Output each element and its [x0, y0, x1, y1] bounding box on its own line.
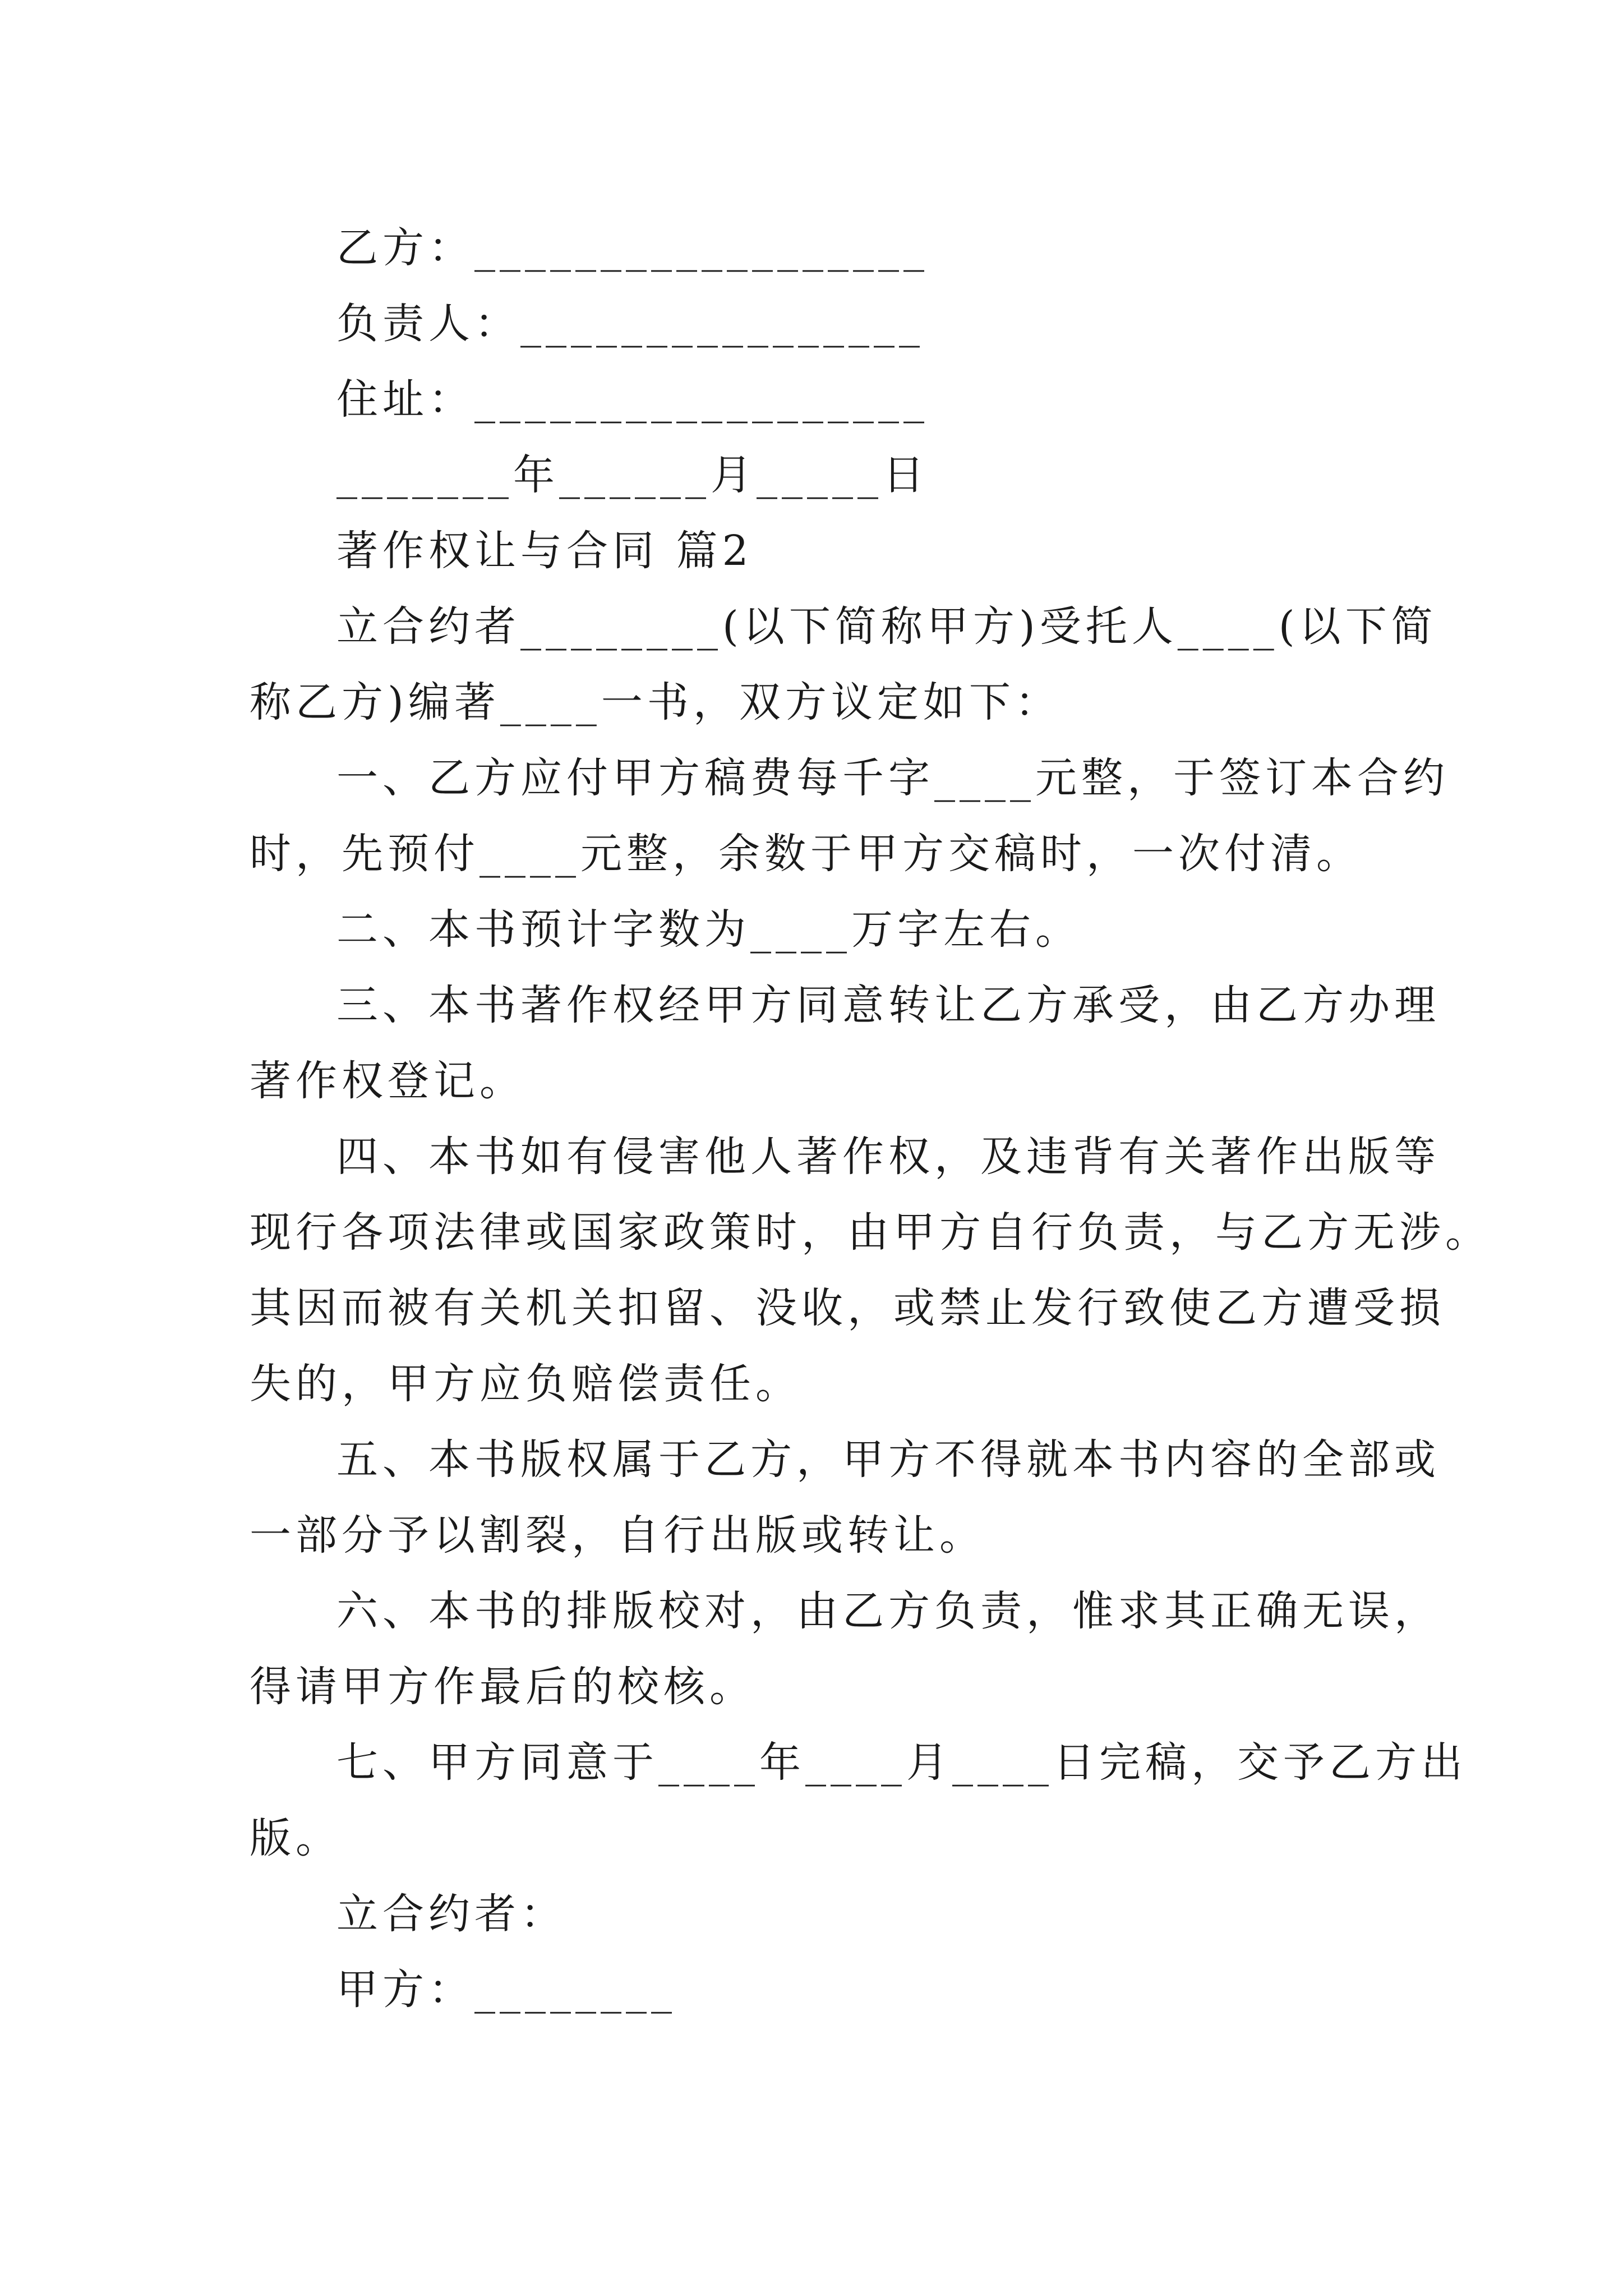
clause-6-line-1: 六、本书的排版校对，由乙方负责，惟求其正确无误，	[336, 1587, 1440, 1635]
clause-2-line-1: 二、本书预计字数为____万字左右。	[336, 905, 1081, 954]
clause-4-line-1: 四、本书如有侵害他人著作权，及违背有关著作出版等	[336, 1133, 1440, 1181]
date-line: _______年______月_____日	[336, 451, 929, 499]
contracting-parties-label: 立合约者：	[336, 1890, 566, 1938]
clause-4-line-2: 现行各项法律或国家政策时，由甲方自行负责，与乙方无涉。	[250, 1208, 1491, 1257]
clause-3-line-1: 三、本书著作权经甲方同意转让乙方承受，由乙方办理	[336, 981, 1440, 1029]
paragraph-intro-line-2: 称乙方)编著____一书，双方议定如下：	[250, 678, 1061, 726]
section-title: 著作权让与合同 篇2	[336, 527, 753, 575]
clause-3-line-2: 著作权登记。	[250, 1057, 525, 1105]
clause-6-line-2: 得请甲方作最后的校核。	[250, 1663, 755, 1711]
party-b-line: 乙方：__________________	[336, 224, 929, 272]
party-a-line: 甲方：________	[336, 1966, 676, 2014]
paragraph-intro-line-1: 立合约者________(以下简称甲方)受托人____(以下简	[336, 602, 1437, 651]
clause-4-line-4: 失的，甲方应负赔偿责任。	[250, 1360, 801, 1408]
clause-1-line-1: 一、乙方应付甲方稿费每千字____元整，于签订本合约	[336, 754, 1449, 802]
clause-4-line-3: 其因而被有关机关扣留、没收，或禁止发行致使乙方遭受损	[250, 1284, 1445, 1332]
clause-5-line-2: 一部分予以割裂，自行出版或转让。	[250, 1511, 985, 1559]
clause-5-line-1: 五、本书版权属于乙方，甲方不得就本书内容的全部或	[336, 1435, 1440, 1484]
address-line: 住址：__________________	[336, 375, 929, 424]
clause-7-line-1: 七、甲方同意于____年____月____日完稿，交予乙方出	[336, 1738, 1467, 1787]
clause-7-line-2: 版。	[250, 1814, 342, 1862]
responsible-person-line: 负责人：________________	[336, 300, 924, 348]
clause-1-line-2: 时，先预付____元整，余数于甲方交稿时，一次付清。	[250, 830, 1362, 878]
